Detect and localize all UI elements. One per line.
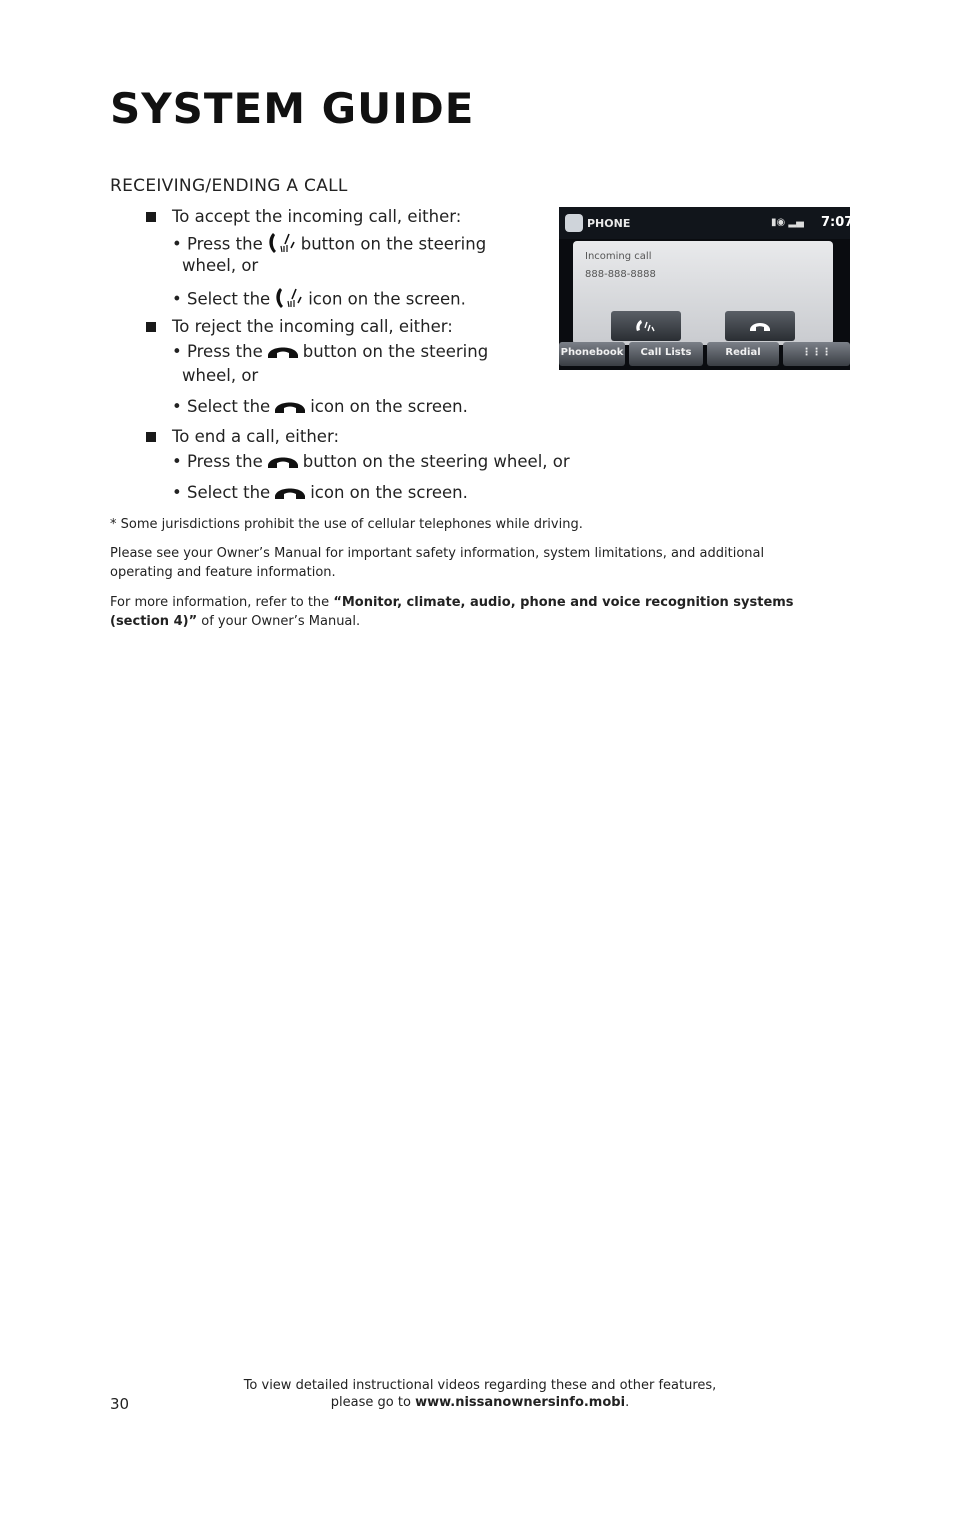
end-select-pre: • Select the <box>172 483 271 502</box>
footer-link[interactable]: www.nissanownersinfo.mobi <box>415 1395 626 1410</box>
end-select-line <box>172 483 468 504</box>
end-select-post: icon on the screen. <box>310 483 468 502</box>
phone-hangup-icon <box>267 343 299 363</box>
tab-redial[interactable]: Redial <box>707 342 779 366</box>
incoming-call-label: Incoming call <box>585 251 652 262</box>
phone-hangup-icon <box>274 398 306 418</box>
footer-note <box>0 1377 960 1411</box>
reject-press-cont: wheel, or <box>182 366 259 385</box>
section-heading: RECEIVING/ENDING A CALL <box>110 176 348 196</box>
reject-select-post: icon on the screen. <box>310 397 468 416</box>
reject-select-pre: • Select the <box>172 397 271 416</box>
reject-select-line <box>172 397 468 418</box>
end-press-post: button on the steering wheel, or <box>302 452 570 471</box>
signal-battery-icon: ▮◉ ▂▄ <box>771 217 804 228</box>
phone-accept-icon <box>635 319 657 333</box>
note-refer-pre: For more information, refer to the <box>110 595 334 610</box>
reject-call-button[interactable] <box>725 311 795 341</box>
footer-line2 <box>0 1394 960 1411</box>
note-refer-bold: “Monitor, climate, audio, phone and voice recognition systems (section 4)” <box>110 595 794 629</box>
tab-phonebook[interactable]: Phonebook <box>559 342 625 366</box>
caller-number: 888-888-8888 <box>585 269 656 280</box>
note-refer-post: of your Owner’s Manual. <box>197 614 361 629</box>
phone-screen-image <box>559 207 854 370</box>
reject-intro: To reject the incoming call, either: <box>172 317 453 336</box>
accept-press-post: button on the steering <box>300 234 487 254</box>
keypad-button[interactable] <box>783 342 850 366</box>
phone-accept-icon <box>267 232 297 258</box>
footer-line2-post: . <box>625 1395 630 1410</box>
page-number: 30 <box>110 1395 130 1413</box>
accept-intro: To accept the incoming call, either: <box>172 207 462 226</box>
accept-press-line <box>172 232 486 258</box>
reject-press-pre: • Press the <box>172 342 263 361</box>
screen-tab-bar <box>559 340 850 370</box>
footer-line1: To view detailed instructional videos regarding these and other features, <box>243 1378 717 1393</box>
screen-phone-label: PHONE <box>587 217 631 230</box>
page-title: SYSTEM GUIDE <box>110 84 475 133</box>
incoming-call-dialog <box>573 241 833 345</box>
note-manual: Please see your Owner’s Manual for important safety information, system limitations, and additional operating and feature information. <box>110 546 765 580</box>
accept-select-line <box>172 287 466 313</box>
note-jurisdictions: * Some jurisdictions prohibit the use of cellular telephones while driving. <box>110 517 583 532</box>
accept-press-cont: wheel, or <box>182 256 259 275</box>
end-press-pre: • Press the <box>172 452 263 471</box>
accept-press-pre: • Press the <box>172 234 263 254</box>
bullet-square <box>146 432 156 442</box>
reject-press-line <box>172 342 488 363</box>
footer-line2-pre: please go to <box>330 1395 416 1410</box>
keypad-grid-icon: ⋮⋮⋮ <box>801 347 832 358</box>
phone-app-icon <box>565 214 583 232</box>
phone-hangup-icon <box>749 319 771 333</box>
end-press-line <box>172 452 570 473</box>
phone-hangup-icon <box>274 484 306 504</box>
reject-press-post: button on the steering <box>302 342 489 361</box>
note-refer <box>110 593 830 631</box>
phone-hangup-icon <box>267 453 299 473</box>
accept-select-post: icon on the screen. <box>308 289 466 309</box>
screen-header <box>559 207 854 239</box>
bullet-square <box>146 212 156 222</box>
bullet-square <box>146 322 156 332</box>
accept-select-pre: • Select the <box>172 289 271 309</box>
tab-call-lists[interactable]: Call Lists <box>629 342 703 366</box>
end-intro: To end a call, either: <box>172 427 340 446</box>
phone-accept-icon <box>274 287 304 313</box>
accept-call-button[interactable] <box>611 311 681 341</box>
screen-clock: 7:07 <box>821 215 854 230</box>
